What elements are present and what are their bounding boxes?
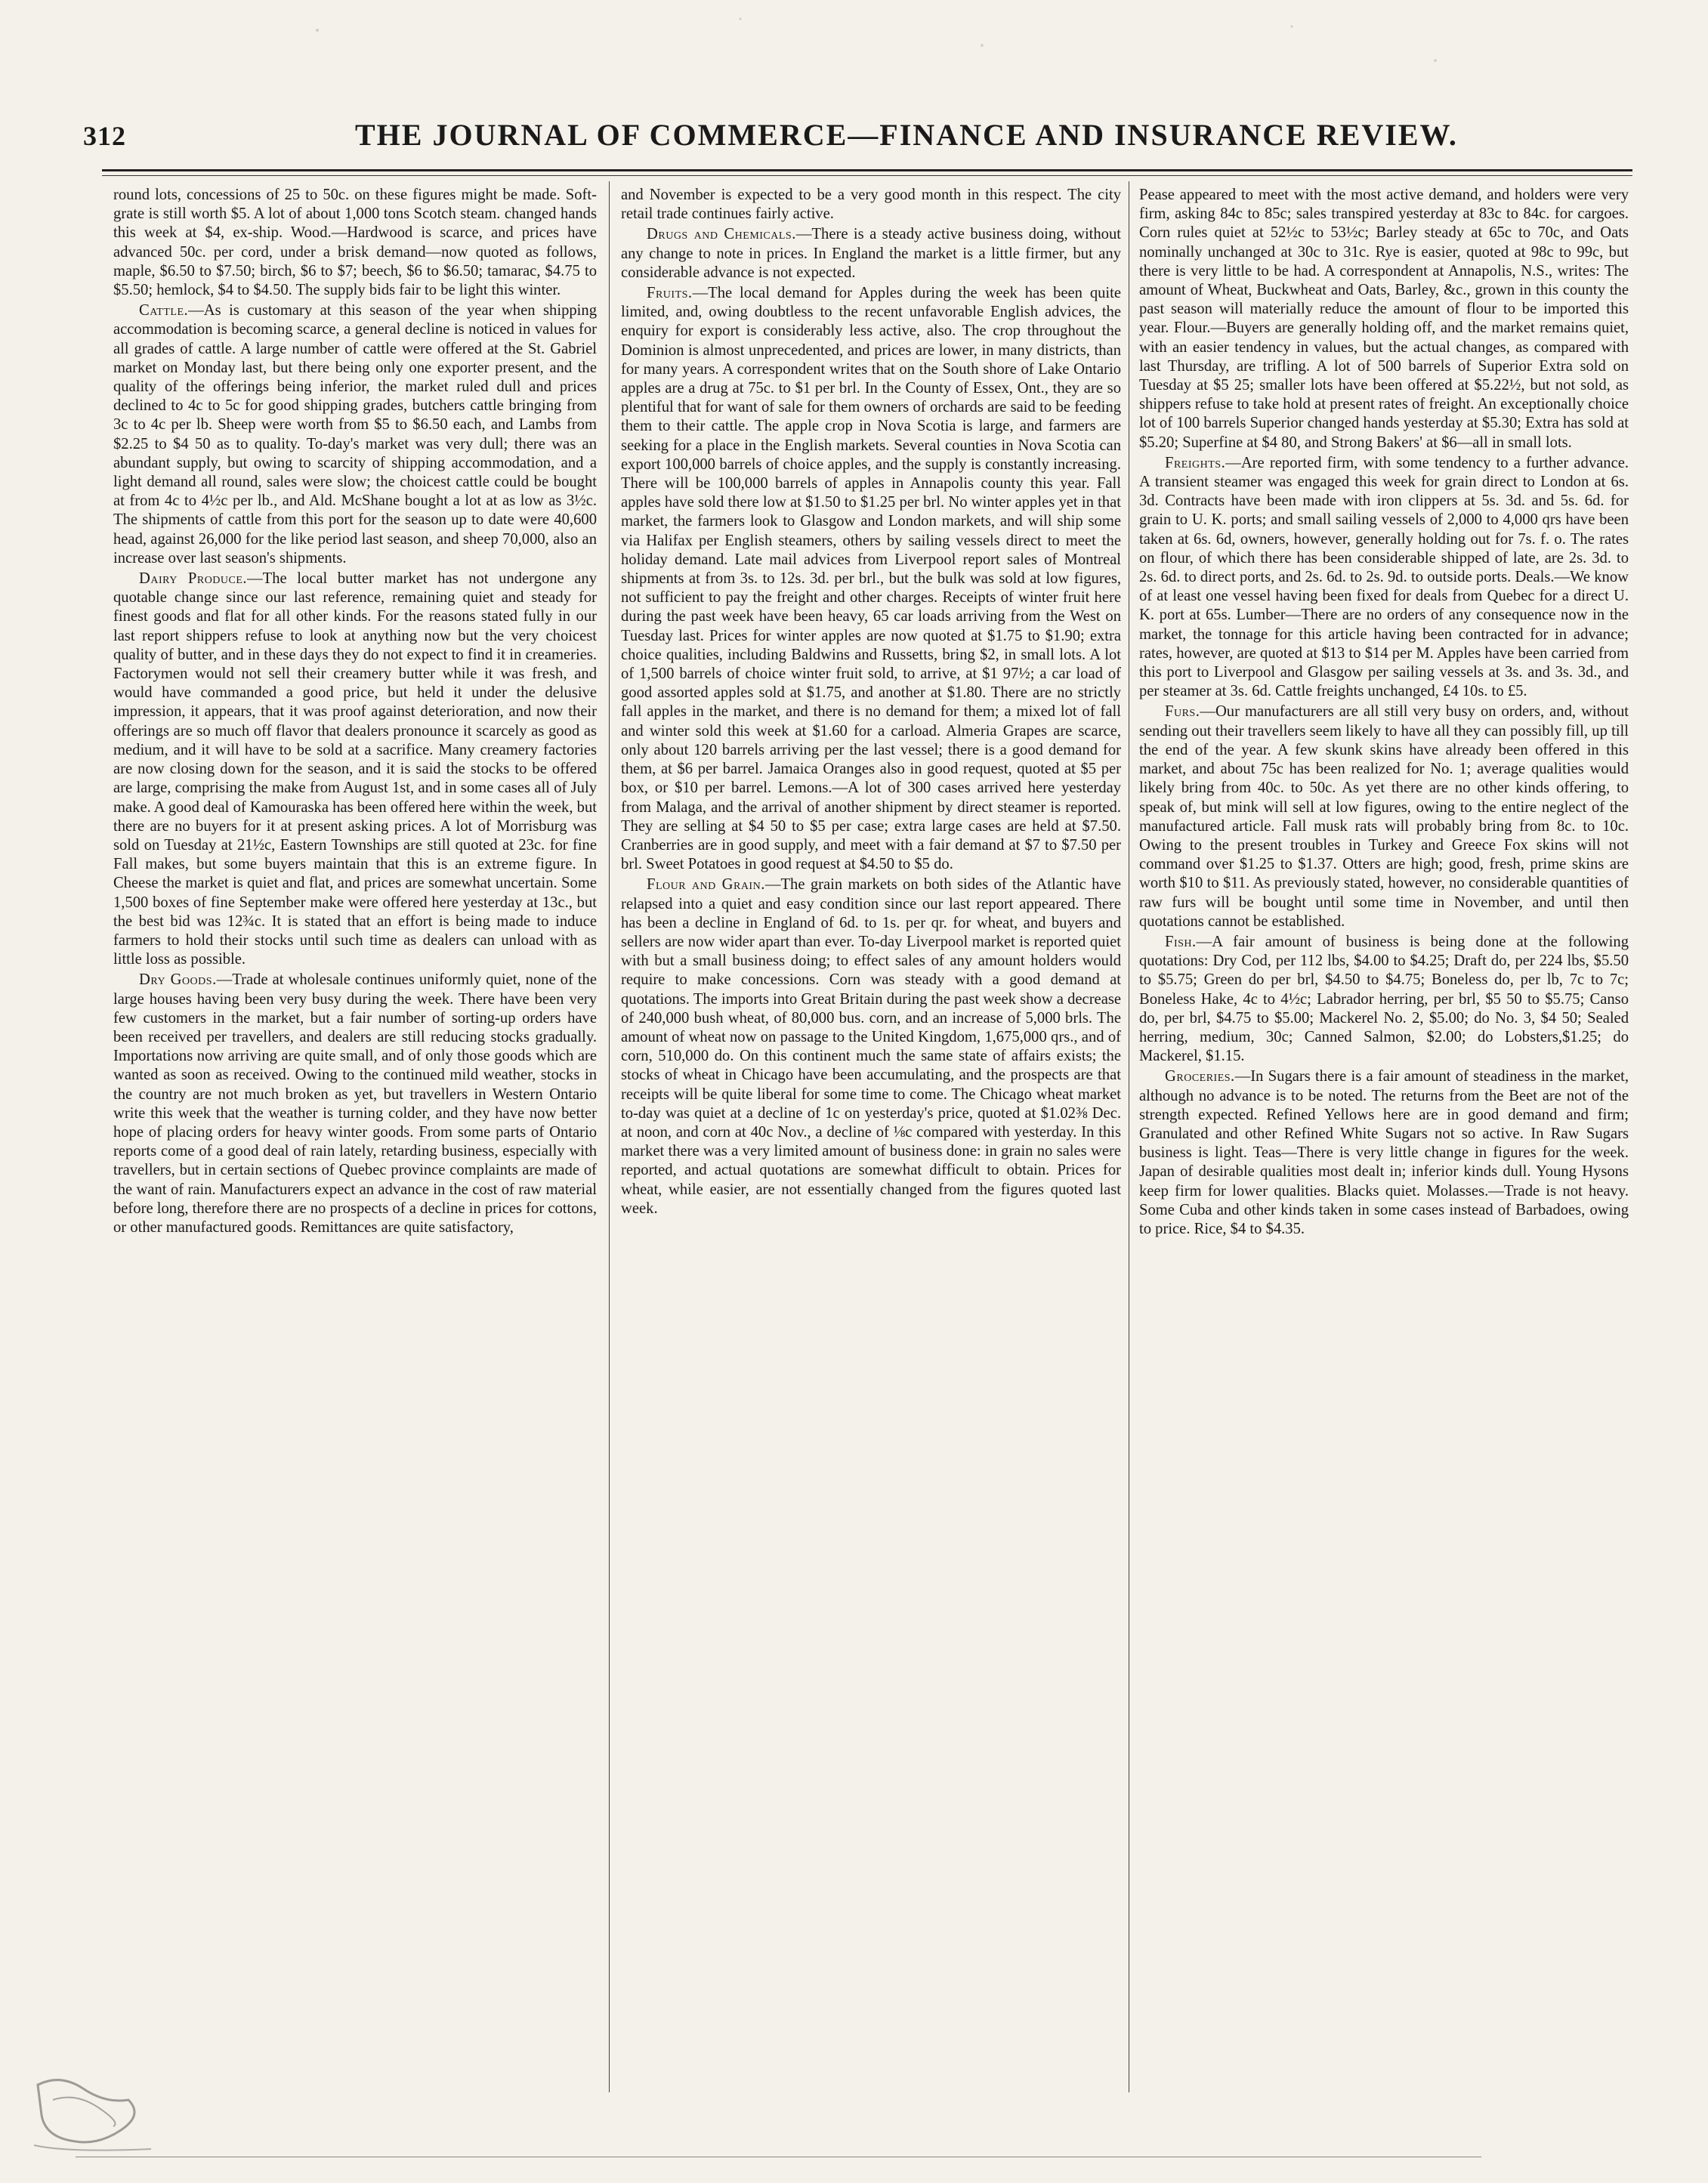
article-paragraph bbox=[113, 971, 597, 1237]
ink-smudge-decoration bbox=[30, 2070, 159, 2160]
paragraph-text: —As is customary at this season of the year when shipping accommodation is becoming scarce, a general decline is noticed in values for all grades of cattle. A large number of cattle were offered at the St. Gabriel market on Monday last, but there being only one exporter present, and the quality of the offerings being inferior, the market ruled dull and prices declined to 4c to 5c for good shipping grades, butchers cattle bringing from 3c to 4c per lb. Sheep were worth from $5 to $6.50 each, and Lambs from $2.25 to $4 50 as to quality. To-day's market was very dull; there was an abundant supply, but owing to scarcity of shipping accommodation, and a light demand all round, sales were slow; the choicest cattle could be bought at from 4c to 4½c per lb., and Ald. McShane bought a lot at as low as 3½c. The shipments of cattle from this port for the season up to date were 40,600 head, against 26,000 for the like period last season, and sheep 70,000, also an increase over last season's shipments. bbox=[113, 302, 597, 567]
section-heading: Drugs and Chemicals. bbox=[647, 226, 796, 243]
paragraph-text: —The local demand for Apples during the week has been quite limited, and, owing doubtless to the recent unfavorable English advices, the enquiry for export is considerably less active, also. The crop throughout the Dominion is almost unprecedented, and prices are lower, in many districts, than for many years. A correspondent writes that on the South shore of Lake Ontario apples are a drug at 75c. to $1 per brl. In the County of Essex, Ont., they are so plentiful that for want of sale for them owners of orchards are said to be feeding them to their cattle. The apple crop in Nova Scotia is large, and farmers are seeking for a place in the English markets. Several counties in Nova Scotia can export 100,000 barrels of choice apples, and the supply is constantly increasing. There will be 100,000 barrels of apples in Annapolis county this year. Fall apples have sold there low at $1.50 to $1.25 per brl. No winter apples yet in that market, the farmers look to Glasgow and London markets, and will ship some via Halifax per English steamers, others by sailing vessels direct to meet the holiday demand. Late mail advices from Liverpool report sales of Montreal shipments at from 3s. to 12s. 3d. per brl., but the bulk was sold at low figures, not sufficient to pay the freight and other charges. Receipts of winter fruit here during the past week have been heavy, 65 car loads arriving from the West on Tuesday last. Prices for winter apples are now quoted at $1.75 to $1.90; extra choice qualities, including Baldwins and Russetts, bring $2, in small lots. A lot of 1,500 barrels of choice winter fruit sold, to arrive, at $1 97½; a car load of good assorted apples sold at $1.75, and another at $1.80. There are no strictly fall apples in the market, and there is no demand for them; a mixed lot of fall and winter sold this week at $1.60 for a carload. Almeria Grapes are scarce, only about 120 barrels arriving per the last vessel; there is a good demand for them, at $6 per barrel. Jamaica Oranges also in good request, quoted at $5 per box, or $10 per barrel. Lemons.—A lot of 300 cases arrived here yesterday from Malaga, and the arrival of another shipment by direct steamer is reported. They are selling at $4 50 to $5 per case; extra large cases are held at $7.50. Cranberries are in good supply, and meet with a fair demand at $7 to $7.50 per brl. Sweet Potatoes in good request at $4.50 to $5 do. bbox=[621, 285, 1121, 873]
column-divider bbox=[609, 181, 610, 2092]
paragraph-text: —A fair amount of business is being done at the following quotations: Dry Cod, per 112 lbs, $4.00 to $4.25; Draft do, per 224 lbs, $5.50 to $5.75; Green do per brl, $4.50 to $4.75; Boneless do, per lb, 7c to 7c; Boneless Hake, 4c to 4½c; Labrador herring, per brl, $5 50 to $5.75; Canso do, per brl, $4.75 to $5.00; Mackerel No. 2, $5.00; do No. 3, $4 50; Sealed herring, medium, 30c; Canned Salmon, $2.00; do Lobsters,$1.25; do Mackerel, $1.15. bbox=[1139, 933, 1629, 1065]
journal-title: THE JOURNAL OF COMMERCE—FINANCE AND INSURANCE REVIEW. bbox=[355, 118, 1458, 152]
article-paragraph bbox=[621, 875, 1121, 1218]
paragraph-text: —Our manufacturers are all still very busy on orders, and, without sending out their travellers seem likely to have all they can possibly fill, up till the end of the year. A few skunk skins have already been offered in this market, and about 75c has been realized for No. 1; average qualities would likely bring from 40c. to 50c. As yet there are no other kinds offering, to speak of, but mink will sell at low figures, owing to the entire neglect of the manufactured article. Fall musk rats will probably bring from 8c. to 10c. Owing to the present troubles in Turkey and Greece Fox skins will not command over $1.25 to $1.37. Otters are high; good, fresh, prime skins are worth $10 to $11. As previously stated, however, no considerable quantities of raw furs will be bought until some time in November, and until then quotations cannot be established. bbox=[1139, 703, 1629, 930]
column-2 bbox=[621, 186, 1121, 2094]
article-paragraph bbox=[113, 301, 597, 568]
section-heading: Furs. bbox=[1165, 703, 1200, 721]
article-paragraph bbox=[1139, 702, 1629, 931]
column-1 bbox=[113, 186, 597, 2094]
paragraph-text: and November is expected to be a very good month in this respect. The city retail trade continues fairly active. bbox=[621, 187, 1121, 223]
page-header bbox=[83, 117, 1625, 162]
header-rule-thin bbox=[102, 175, 1632, 176]
section-heading: Dry Goods. bbox=[139, 971, 217, 989]
paper-speckle-decoration bbox=[0, 0, 1708, 113]
section-heading: Freights. bbox=[1165, 454, 1226, 471]
article-paragraph bbox=[1139, 1067, 1629, 1239]
paragraph-text: —The local butter market has not undergone any quotable change since our last reference, remaining quiet and steady for finest goods and flat for all other kinds. For the reasons stated fully in our last report shippers refuse to look at anything now but the very choicest quality of butter, and in these days they do not expect to find it in creameries. Factorymen would not sell their creamery butter while it was fresh, and would have commanded a good price, but held it under the delusive impression, it appears, that it was proof against deterioration, and now their offerings are so much off flavor that dealers pronounce it scarcely as good as medium, and it will have to be sold at a sacrifice. Many creamery factories are now closing down for the season, and it is said the stocks to be offered are large, comprising the make from August 1st, and in some cases all of July make. A good deal of Kamouraska has been offered here within the week, but there are no buyers for it at present asking prices. A lot of Morrisburg was sold on Tuesday at 21½c, Eastern Townships are still quoted at 23c. for fine Fall makes, but some buyers maintain that this is an extreme figure. In Cheese the market is quiet and flat, and prices are somewhat uncertain. Some 1,500 boxes of fine September make were offered here yesterday at 13c., but the best bid was 12¾c. It is stated that an effort is being made to induce farmers to hold their stocks until such time as dealers can unload with as little loss as possible. bbox=[113, 570, 597, 968]
section-heading: Dairy Produce. bbox=[139, 570, 248, 588]
section-heading: Fruits. bbox=[647, 285, 693, 302]
section-heading: Groceries. bbox=[1165, 1068, 1235, 1085]
paragraph-text: Pease appeared to meet with the most active demand, and holders were very firm, asking 84c to 85c; sales transpired yesterday at 83c to 84c. for cargoes. Corn rules quiet at 52½c to 53½c; Barley steady at 65c to 70c, and Oats nominally unchanged at 30c to 31c. Rye is easier, quoted at 98c to 99c, but there is very little to be had. A correspondent at Annapolis, N.S., writes: The amount of Wheat, Buckwheat and Oats, Barley, &c., grown in this county the past season will materially reduce the amount of flour to be imported this year. Flour.—Buyers are generally holding off, and the market remains quiet, with an easier tendency in values, but the actual changes, as compared with last Thursday, are trifling. A lot of 500 barrels of Superior Extra sold on Tuesday at $5 25; smaller lots have been offered at $5.22½, but not sold, as shippers refuse to take hold at present rates of freight. An exceptionally choice lot of 100 barrels Superior changed hands yesterday at $5.30; Extra has sold at $5.20; Superfine at $4 80, and Strong Bakers' at $6—all in small lots. bbox=[1139, 187, 1629, 451]
article-paragraph bbox=[113, 186, 597, 300]
article-paragraph bbox=[1139, 454, 1629, 702]
paragraph-text: —In Sugars there is a fair amount of steadiness in the market, although no advance is to be noted. The returns from the Beet are not of the strength expected. Refined Yellows here are in good demand and firm; Granulated and other Refined White Sugars not so active. In Raw Sugars business is light. Teas—There is very little change in figures for the week. Japan of desirable qualities most dealt in; inferior kinds dull. Young Hysons keep firm for lower qualities. Blacks quiet. Molasses.—Trade is not heavy. Some Cuba and other kinds taken in some cases instead of Barbadoes, owing to price. Rice, $4 to $4.35. bbox=[1139, 1068, 1629, 1237]
section-heading: Fish. bbox=[1165, 933, 1197, 950]
column-3 bbox=[1139, 186, 1629, 2094]
section-heading: Flour and Grain. bbox=[647, 876, 765, 894]
article-paragraph bbox=[621, 225, 1121, 283]
paragraph-text: —Are reported firm, with some tendency to a further advance. A transient steamer was engaged this week for grain direct to London at 6s. 3d. Contracts have been made with iron clippers at 5s. 3d. and 5s. 6d. for grain to U. K. ports; and small sailing vessels of 2,000 to 4,000 qrs have been taken at 6s. 6d, owners, however, generally holding out for 7s. f. o. The rates on flour, of which there has been considerable shipped of late, are 2s. 3d. to 2s. 6d. to direct ports, and 2s. 6d. to 2s. 9d. to outside ports. Deals.—We know of at least one vessel having been fixed for deals from Quebec for a direct U. K. port at 65s. Lumber—There are no orders of any consequence now in the market, the tonnage for this article having been contracted for in advance; rates, however, are quoted at $13 to $14 per M. Apples have been carried from this port to Liverpool and Glasgow per sailing vessels at 3s. and 3s. 3d., and per steamer at 3s. 6d. Cattle freights unchanged, £4 10s. to £5. bbox=[1139, 454, 1629, 700]
article-paragraph bbox=[621, 284, 1121, 874]
header-rule-thick bbox=[102, 169, 1632, 171]
article-paragraph bbox=[1139, 186, 1629, 452]
page-number: 312 bbox=[83, 121, 126, 151]
paragraph-text: —Trade at wholesale continues uniformly quiet, none of the large houses having been very busy during the week. There have been very few customers in the market, but a fair number of sorting-up orders have been received per travellers, and dealers are still reducing stocks gradually. Importations now arriving are quite small, and of only those goods which are wanted as soon as received. Owing to the continued mild weather, stocks in the country are not much broken as yet, but travellers in Western Ontario write this week that the weather is turning colder, and they have now better hope of placing orders for heavy winter goods. From some parts of Ontario reports come of a good deal of rain lately, retarding business, especially with travellers, but in certain sections of Quebec province complaints are made of the want of rain. Manufacturers expect an advance in the cost of raw material before long, therefore there are no prospects of a decline in prices for cottons, or other manufactured goods. Remittances are quite satisfactory, bbox=[113, 971, 597, 1236]
article-paragraph bbox=[113, 570, 597, 969]
paragraph-text: round lots, concessions of 25 to 50c. on these figures might be made. Soft-grate is still worth $5. A lot of about 1,000 tons Scotch steam. changed hands this week at $4, ex-ship. Wood.—Hardwood is scarce, and prices have advanced 50c. per cord, under a brisk demand—now quoted as follows, maple, $6.50 to $7.50; birch, $6 to $7; beech, $6 to $6.50; tamarac, $4.75 to $5.50; hemlock, $4 to $4.50. The supply bids fair to be light this winter. bbox=[113, 187, 597, 299]
paragraph-text: —The grain markets on both sides of the Atlantic have relapsed into a quiet and easy condition since our last report appeared. There has been a decline in England of 6d. to 1s. per qr. for wheat, and buyers and sellers are now wider apart than ever. To-day Liverpool market is reported quiet with but a small business doing; to effect sales of any amount holders would require to make concessions. Corn was steady with a good demand at quotations. The imports into Great Britain during the past week show a decrease of 240,000 bush wheat, of 80,000 bus. corn, and an increase of 5,000 brls. The amount of wheat now on passage to the United Kingdom, 1,675,000 qrs., and of corn, 510,000 do. On this continent much the same state of affairs exists; the stocks of wheat in Chicago have been accumulating, and the prospects are that receipts will be quite liberal for some time to come. The Chicago wheat market to-day was quiet at a decline of 1c on yesterday's price, quoted at $1.02⅜ Dec. at noon, and corn at 40c Nov., a decline of ⅛c compared with yesterday. In this market there was a very limited amount of business done: in grain no sales were reported, and actual quotations are somewhat difficult to obtain. Prices for wheat, while easier, are not essentially changed from the figures quoted last week. bbox=[621, 876, 1121, 1217]
section-heading: Cattle. bbox=[139, 302, 189, 320]
paragraph-text: —There is a steady active business doing, without any change to note in prices. In England the market is a little firmer, but any considerable advance is not expected. bbox=[621, 226, 1121, 281]
article-paragraph bbox=[1139, 933, 1629, 1066]
article-paragraph bbox=[621, 186, 1121, 224]
